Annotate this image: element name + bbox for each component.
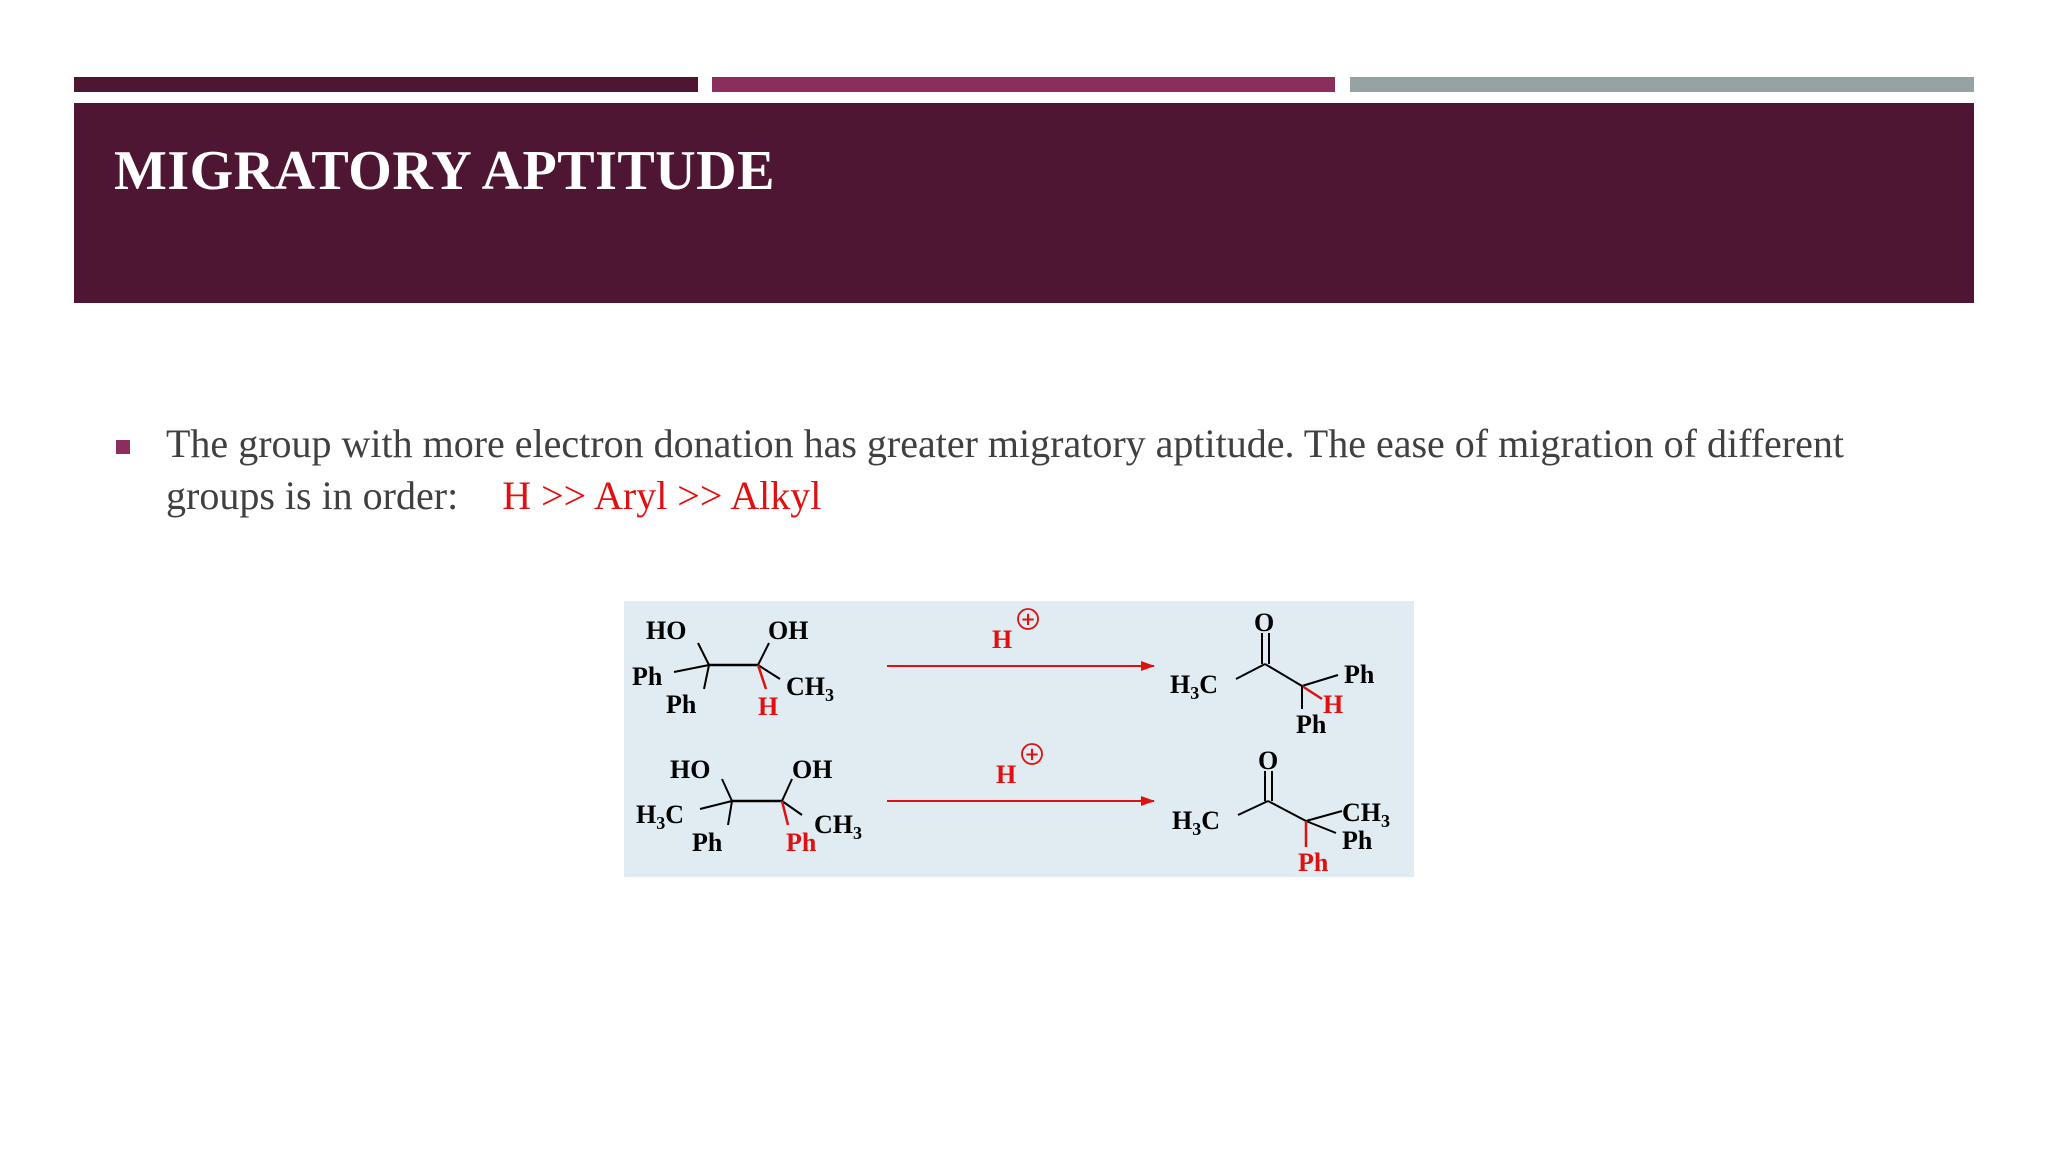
r2-h3c-label: $H_3C$	[636, 800, 685, 833]
p2-ch3-label: $CH_3$	[1342, 798, 1390, 831]
p2-ph-label: Ph	[1342, 826, 1373, 855]
r2-c1-oh-bond	[722, 779, 732, 801]
reaction2-arrow-group	[887, 744, 1154, 801]
p2-ph-red-label: Ph	[1298, 848, 1329, 877]
p1-ph2-label: Ph	[1296, 710, 1327, 739]
r2-c1-ph-bond	[728, 801, 732, 825]
p1-c-h-bond	[1302, 686, 1322, 699]
p1-ph-label: Ph	[1344, 660, 1375, 689]
reaction1-product	[1170, 608, 1375, 739]
r1-c1-oh-bond	[698, 643, 709, 665]
p2-c-c-bond	[1268, 801, 1306, 821]
bullet-text	[166, 418, 1926, 522]
migration-order: H >> Aryl >> Alkyl	[502, 473, 822, 518]
r1-c1-ph2-bond	[704, 665, 709, 689]
r1-c1-ph-bond	[674, 665, 709, 672]
title-banner	[74, 103, 1974, 303]
r1-h-label: H	[758, 692, 779, 721]
p1-c-c-bond	[1265, 664, 1302, 686]
reaction-scheme-svg	[624, 601, 1414, 877]
r1-ph2-label: Ph	[666, 690, 697, 719]
r2-ph-red-label: Ph	[786, 828, 817, 857]
p2-c-ch3-bond	[1238, 801, 1268, 815]
r1-ho-label: HO	[646, 616, 687, 645]
square-bullet-icon	[116, 440, 130, 454]
reaction2-reactant	[636, 755, 862, 857]
r1-ph-label: Ph	[632, 662, 663, 691]
p1-c-ch3-bond	[1236, 664, 1265, 679]
p1-h-label: H	[1323, 690, 1344, 719]
r2-proton-label: H	[996, 760, 1017, 789]
p2-c-ph-bond	[1306, 821, 1336, 833]
r2-plus-sign: +	[1024, 744, 1040, 765]
reaction1-arrow-group	[887, 609, 1154, 666]
r2-ph-label: Ph	[692, 828, 723, 857]
accent-bar-magenta	[712, 77, 1335, 92]
reaction1-reactant	[632, 616, 834, 721]
r2-c1-ch3-bond	[700, 801, 732, 809]
p2-h3c-label: $H_3C$	[1172, 806, 1221, 839]
r1-proton-label: H	[992, 625, 1013, 654]
reaction2-product	[1172, 746, 1390, 877]
r1-c2-oh-bond	[758, 643, 769, 665]
accent-bar-gray	[1350, 77, 1974, 92]
r2-ho-label: HO	[670, 755, 711, 784]
r2-oh-label: OH	[792, 755, 833, 784]
r1-ch3-label: $CH_3$	[786, 672, 834, 705]
p1-o-label: O	[1254, 608, 1275, 637]
r2-ch3-label: $CH_3$	[814, 810, 862, 843]
reaction-diagram	[624, 601, 1414, 877]
p2-c-ch3b-bond	[1306, 811, 1342, 821]
r1-oh-label: OH	[768, 616, 809, 645]
r2-c2-oh-bond	[782, 779, 792, 801]
bullet-sentence: The group with more electron donation has greater migratory aptitude. The ease of migration of different groups is in order:	[166, 421, 1844, 518]
r1-plus-sign: +	[1020, 609, 1036, 630]
p1-h3c-label: $H_3C$	[1170, 670, 1219, 703]
accent-bar-dark	[74, 77, 698, 92]
slide-title: MIGRATORY APTITUDE	[114, 140, 775, 202]
p1-c-ph-bond	[1302, 675, 1338, 686]
p2-o-label: O	[1258, 746, 1279, 775]
